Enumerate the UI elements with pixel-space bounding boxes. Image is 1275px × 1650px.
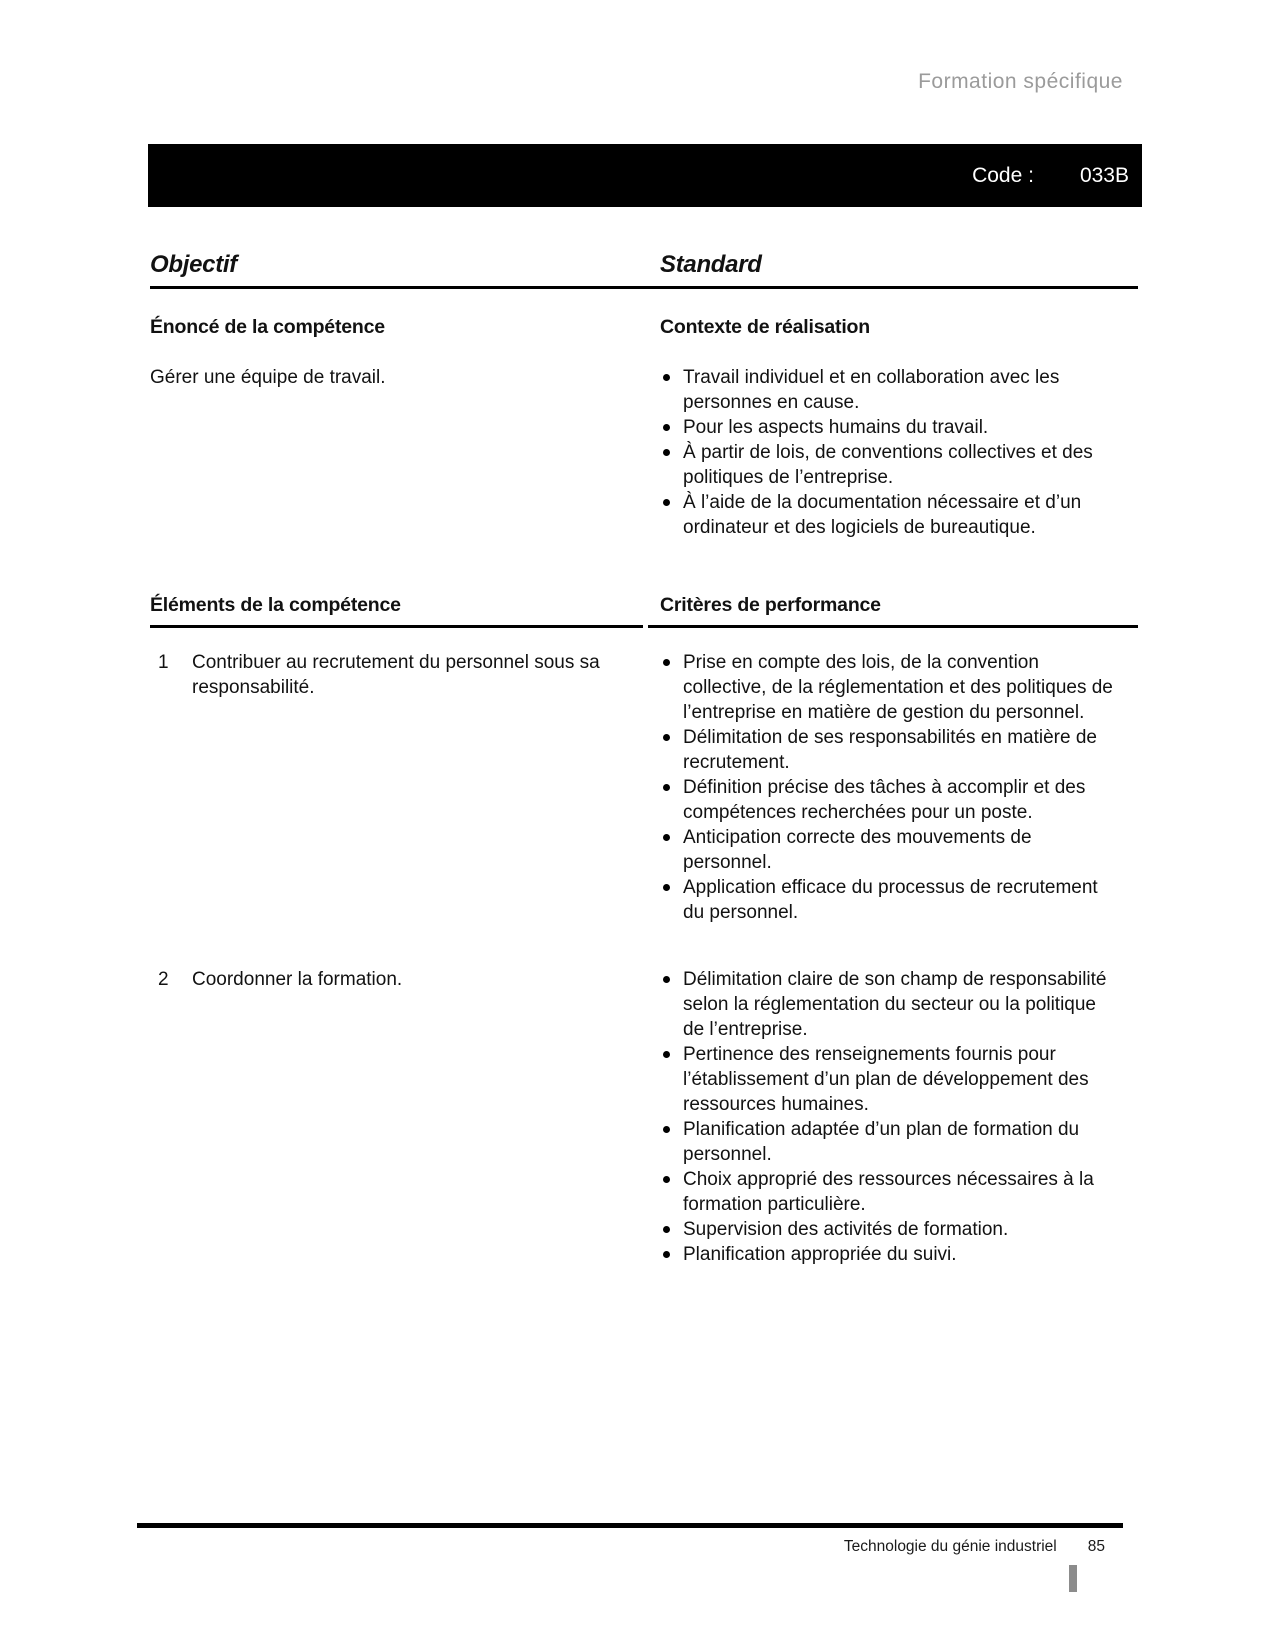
competence-row-1: [150, 650, 1138, 925]
criteria-item: Planification adaptée d’un plan de formation du personnel.: [660, 1117, 1122, 1167]
competence-row-2: [150, 967, 1138, 1267]
footer-gray-mark: [1069, 1565, 1077, 1592]
criteria-item: Délimitation de ses responsabilités en matière de recrutement.: [660, 725, 1122, 775]
criteria-item: Choix approprié des ressources nécessaires à la formation particulière.: [660, 1167, 1122, 1217]
elements-criteres-header: [150, 594, 1138, 628]
standard-title: Standard: [660, 251, 762, 278]
criteria-item: Application efficace du processus de recrutement du personnel.: [660, 875, 1122, 925]
criteria-list-2: [660, 967, 1122, 1267]
criteria-item: Définition précise des tâches à accomplir et des compétences recherchées pour un poste.: [660, 775, 1122, 825]
criteria-column-1: [648, 650, 1138, 925]
contexte-column: [648, 316, 1138, 540]
element-1: [150, 650, 643, 925]
footer-page-number: 85: [1087, 1538, 1105, 1555]
running-header: Formation spécifique: [918, 70, 1123, 93]
criteria-item: Planification appropriée du suivi.: [660, 1242, 1122, 1267]
contexte-heading: Contexte de réalisation: [660, 316, 870, 338]
code-label: Code :: [972, 163, 1034, 187]
enonce-heading: Énoncé de la compétence: [150, 316, 385, 338]
contexte-bullet: À l’aide de la documentation nécessaire et d’un ordinateur et des logiciels de bureautique.: [660, 490, 1122, 540]
element-1-text: Contribuer au recrutement du personnel sous sa responsabilité.: [192, 652, 600, 698]
page-footer: [137, 1538, 1123, 1556]
footer-rule: [137, 1523, 1123, 1528]
element-2: [150, 967, 643, 1267]
code-value: 033B: [1079, 163, 1129, 187]
elements-heading: Éléments de la compétence: [150, 594, 643, 628]
contexte-bullet: À partir de lois, de conventions collectives et des politiques de l’entreprise.: [660, 440, 1122, 490]
contexte-bullet: Pour les aspects humains du travail.: [660, 415, 1122, 440]
enonce-body: Gérer une équipe de travail.: [150, 367, 386, 388]
competence-context-section: [150, 316, 1138, 540]
element-2-number: 2: [158, 969, 169, 990]
criteres-heading: Critères de performance: [648, 594, 1138, 628]
contexte-bullet-list: [660, 365, 1122, 540]
element-1-number: 1: [158, 652, 169, 673]
criteria-item: Supervision des activités de formation.: [660, 1217, 1122, 1242]
contexte-bullet: Travail individuel et en collaboration avec les personnes en cause.: [660, 365, 1122, 415]
footer-program-title: Technologie du génie industriel: [843, 1538, 1057, 1555]
enonce-column: [150, 316, 643, 540]
criteria-column-2: [648, 967, 1138, 1267]
criteria-item: Délimitation claire de son champ de responsabilité selon la réglementation du secteur ou la politique de l’entreprise.: [660, 967, 1122, 1042]
code-bar: [148, 144, 1142, 207]
objectif-title: Objectif: [150, 251, 237, 278]
criteria-item: Prise en compte des lois, de la convention collective, de la réglementation et des politiques de l’entreprise en matière de gestion du personnel.: [660, 650, 1122, 725]
element-2-text: Coordonner la formation.: [192, 969, 403, 990]
criteria-item: Anticipation correcte des mouvements de personnel.: [660, 825, 1122, 875]
column-titles-header: [150, 251, 1138, 289]
criteria-item: Pertinence des renseignements fournis pour l’établissement d’un plan de développement des ressources humaines.: [660, 1042, 1122, 1117]
criteria-list-1: [660, 650, 1122, 925]
